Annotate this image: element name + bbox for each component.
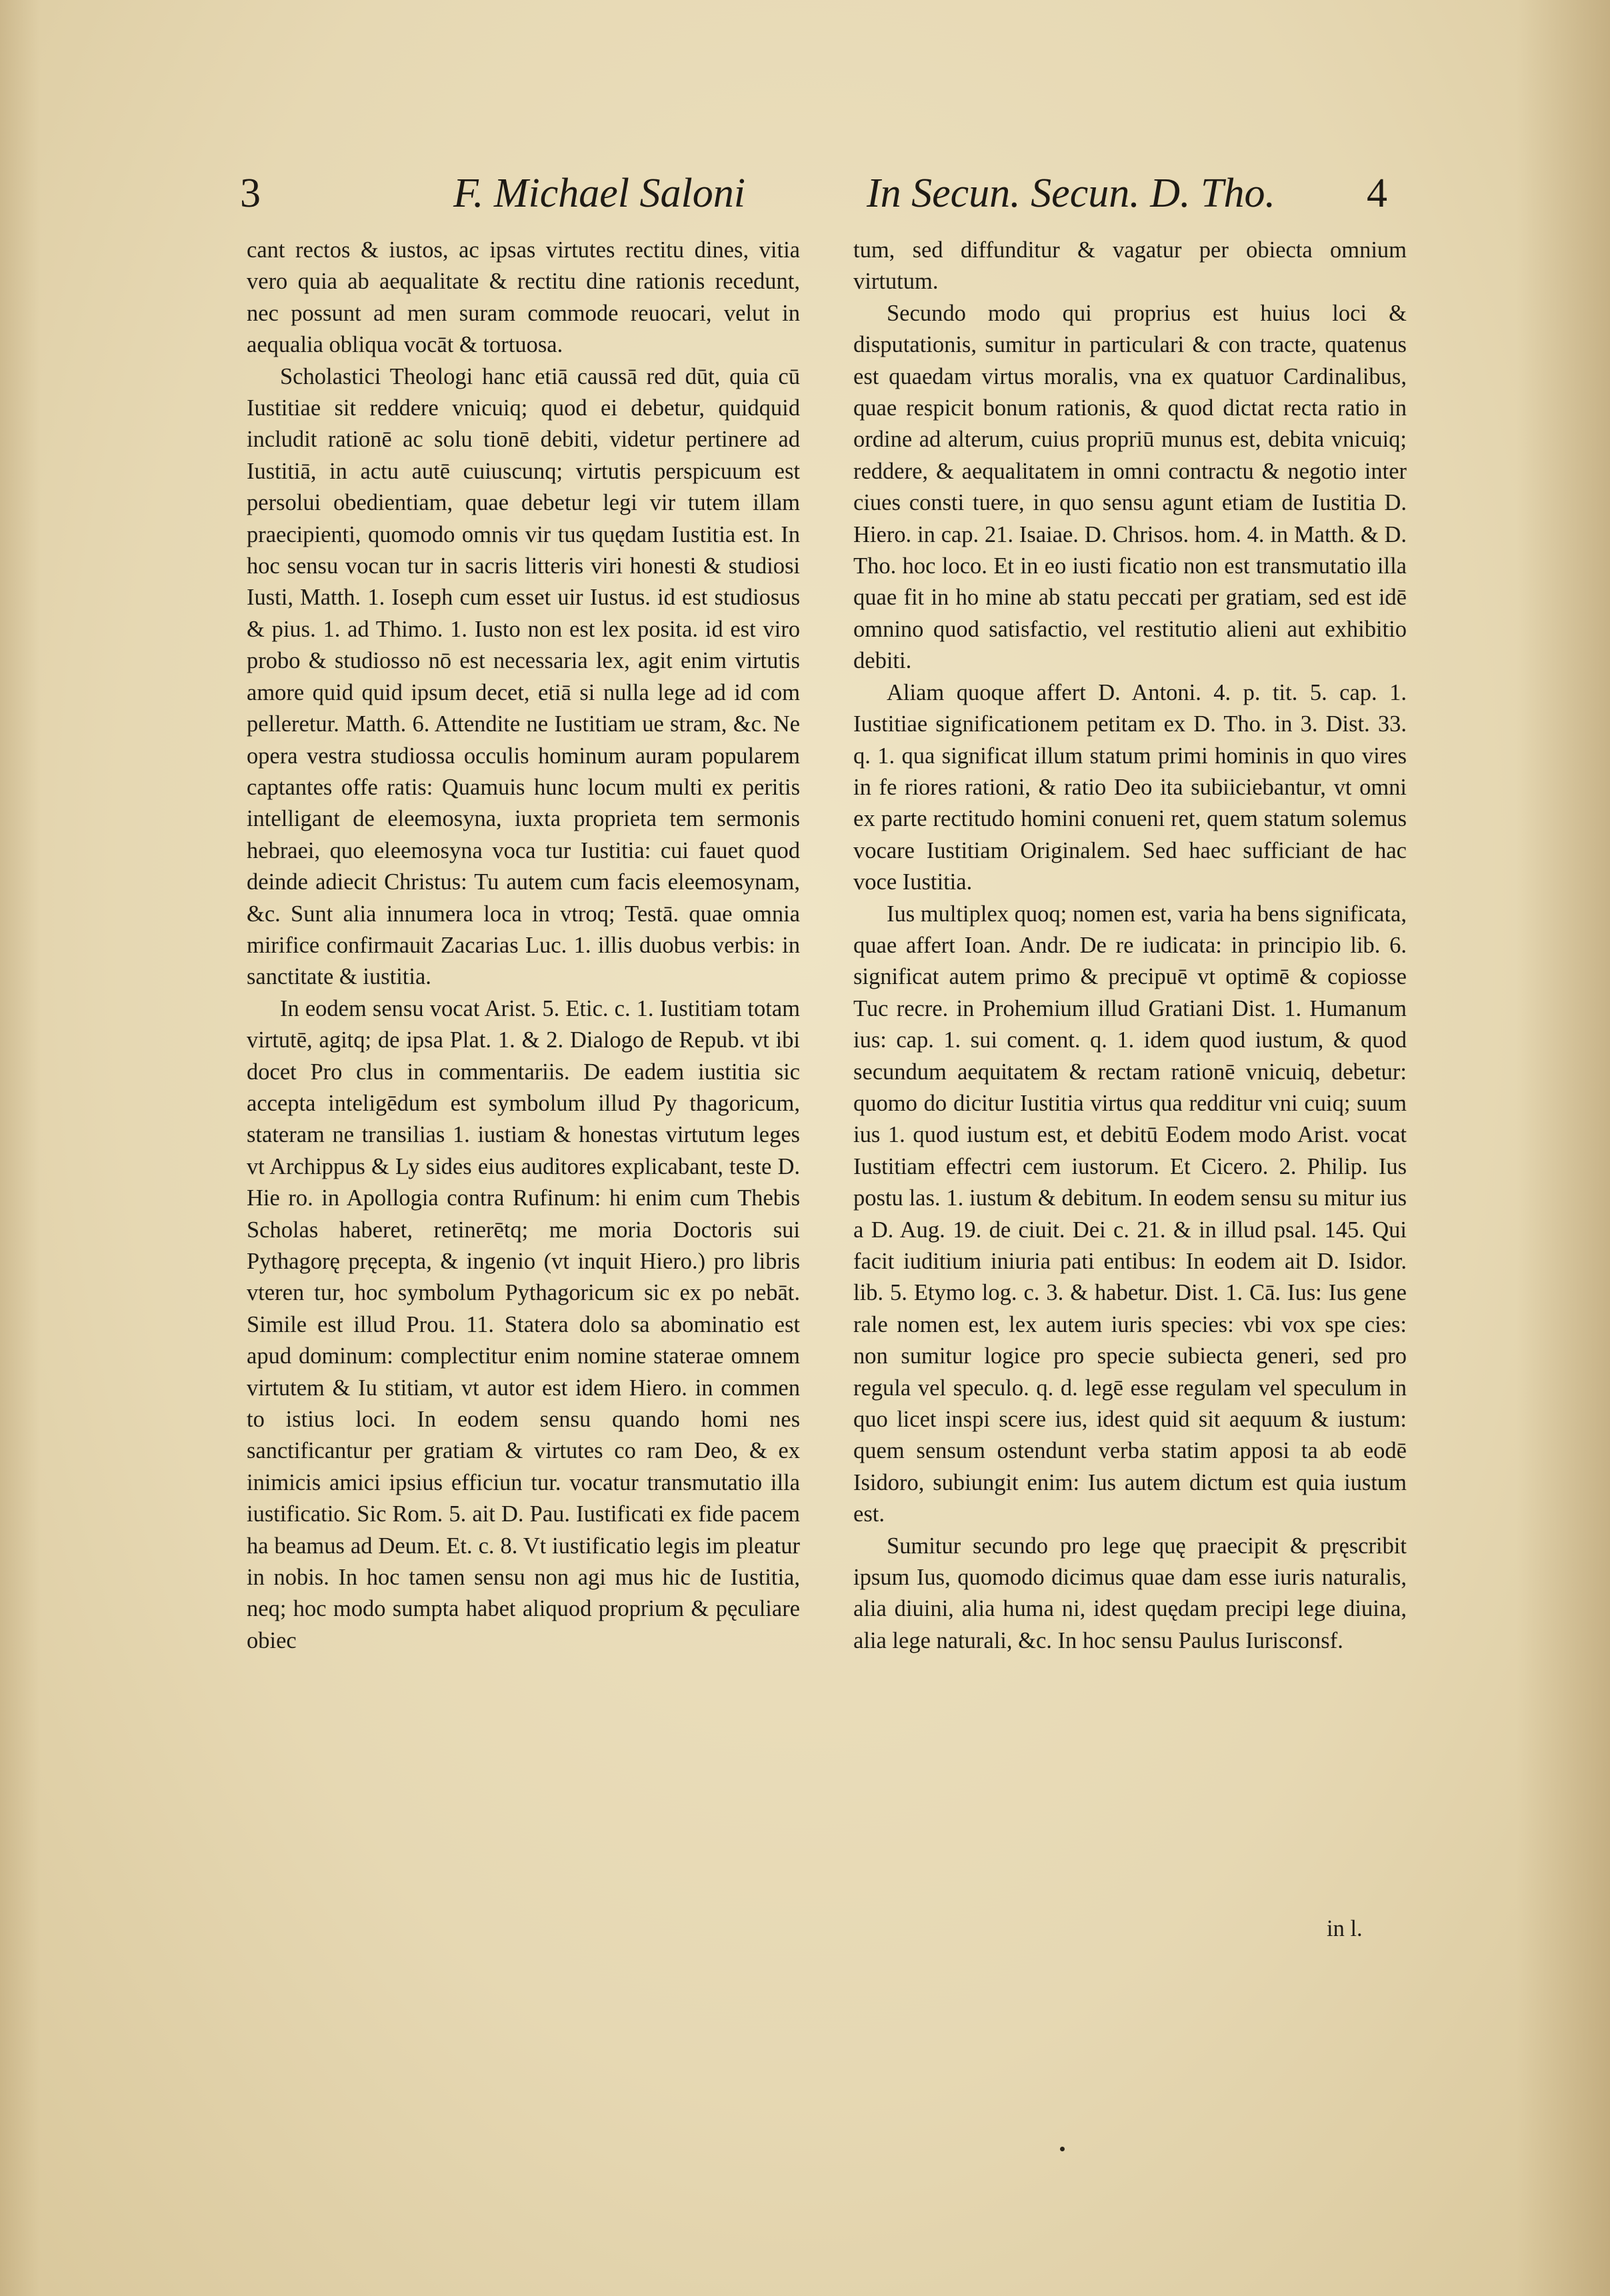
running-header: [240, 167, 1413, 220]
paragraph: Aliam quoque affert D. Antoni. 4. p. tit. 5. cap. 1. Iustitiae significationem petitam ex D. Tho. in 3. Dist. 33. q. 1. qua significat illum statum primi hominis in quo vires in fe riores rationi, & ratio Deo ita subiiciebantur, vt omni ex parte rectitudo homini conueni ret, quem statum solemus vocare Iustitiam Originalem. Sed haec sufficiant de hac voce Iustitia.: [853, 679, 1407, 895]
paragraph: Secundo modo qui proprius est huius loci & disputationis, sumitur in particulari & con tracte, quatenus est quaedam virtus moralis, vna ex quatuor Cardinalibus, quae respicit bonum rationis, & quod dictat recta ratio in ordine ad alterum, cuius propriū munus est, debita vnicuiq; reddere, & aequalitatem in omni contractu & negotio inter ciues consti tuere, in quo sensu agunt etiam de Iustitia D. Hiero. in cap. 21. Isaiae. D. Chrisos. hom. 4. in Matth. & D. Tho. hoc loco. Et in eo iusti ficatio non est transmutatio illa quae fit in ho mine ab statu peccati per gratiam, sed est idē omnino quod satisfactio, vel restitutio alieni aut exhibitio debiti.: [853, 300, 1407, 674]
running-title-left: F. Michael Saloni: [453, 171, 745, 216]
left-text-column: [247, 235, 800, 1657]
page-edge-shadow: [1517, 0, 1610, 2296]
paragraph: In eodem sensu vocat Arist. 5. Etic. c. 1. Iustitiam totam virtutē, agitq; de ipsa Plat. 1. & 2. Dialogo de Repub. vt ibi docet Pro clus in commentariis. De eadem iustitia sic accepta inteligēdum est symbolum illud Py thagoricum, stateram ne transilias 1. iustiam & honestas virtutum leges vt Archippus & Ly sides eius auditores explicabant, teste D. Hie ro. in Apollogia contra Rufinum: hi enim cum Thebis Scholas haberet, retinerētq; me moria Doctoris sui Pythagorę pręcepta, & ingenio (vt inquit Hiero.) pro libris vteren tur, hoc symbolum Pythagoricum sic ex po nebāt. Simile est illud Prou. 11. Statera dolo sa abominatio est apud dominum: complectitur enim nomine staterae omnem virtutem & Iu stitiam, vt autor est idem Hiero. in commen to istius loci. In eodem sensu quando homi nes sanctificantur per gratiam & virtutes co ram Deo, & ex inimicis amici ipsius efficiun tur. vocatur transmutatio illa iustificatio. Sic Rom. 5. ait D. Pau. Iustificati ex fide pacem ha beamus ad Deum. Et. c. 8. Vt iustificatio legis im pleatur in nobis. In hoc tamen sensu non agi mus hic de Iustitia, neq; hoc modo sumpta habet aliquod proprium & pęculiare obiec: [247, 995, 800, 1653]
paragraph: cant rectos & iustos, ac ipsas virtutes rectitu dines, vitia vero quia ab aequalitate & rectitu dine rationis recedunt, nec possunt ad men suram commode reuocari, velut in aequalia obliqua vocāt & tortuosa.: [247, 237, 800, 358]
page-number-left: 3: [240, 171, 261, 216]
ink-dot: [1060, 2147, 1065, 2151]
paragraph: Scholastici Theologi hanc etiā caussā red dūt, quia cū Iustitiae sit reddere vnicuiq; quod ei debetur, quidquid includit rationē ac solu tionē debiti, videtur pertinere ad Iustitiā, in actu autē cuiuscunq; virtutis perspicuum est persolui obedientiam, quae debetur legi vir tutem illam praecipienti, quomodo omnis vir tus quędam Iustitia est. In hoc sensu vocan tur in sacris litteris viri honesti & studiosi Iusti, Matth. 1. Ioseph cum esset uir Iustus. id est studiosus & pius. 1. ad Thimo. 1. Iusto non est lex posita. id est viro probo & studiosso nō est necessaria lex, agit enim virtutis amore quid quid ipsum decet, etiā si nulla lege ad id com pelleretur. Matth. 6. Attendite ne Iustitiam ue stram, &c. Ne opera vestra studiossa occulis hominum auram popularem captantes offe ratis: Quamuis hunc locum multi ex peritis intelligant de eleemosyna, iuxta proprieta tem sermonis hebraei, quo eleemosyna voca tur Iustitia: cui fauet quod deinde adiecit Christus: Tu autem cum facis eleemosynam, &c. Sunt alia innumera loca in vtroq; Testā. quae omnia mirifice confirmauit Zacarias Luc. 1. illis duobus verbis: in sanctitate & iustitia.: [247, 363, 800, 990]
paragraph: Sumitur secundo pro lege quę praecipit & pręscribit ipsum Ius, quomodo dicimus quae dam esse iuris naturalis, alia diuini, alia huma ni, idest quędam precipi lege diuina, alia lege naturali, &c. In hoc sensu Paulus Iurisconsf.: [853, 1533, 1407, 1653]
page-number-right: 4: [1367, 171, 1387, 216]
paragraph: tum, sed diffunditur & vagatur per obiecta omnium virtutum.: [853, 237, 1407, 295]
right-text-column: [853, 235, 1407, 1657]
page-gutter-shadow: [0, 0, 40, 2296]
paragraph: Ius multiplex quoq; nomen est, varia ha bens significata, quae affert Ioan. Andr. De re iudicata: in principio lib. 6. significat autem primo & precipuē vt optimē & copiosse Tuc recre. in Prohemium illud Gratiani Dist. 1. Humanum ius: cap. 1. sui coment. q. 1. idem quod iustum, & quod secundum aequitatem & rectam rationē vnicuiq, debetur: quomo do dicitur Iustitia virtus qua redditur vni cuiq; suum ius 1. quod iustum est, et debitū Eodem modo Arist. vocat Iustitiam effectri cem iustorum. Et Cicero. 2. Philip. Ius postu las. 1. iustum & debitum. In eodem sensu su mitur ius a D. Aug. 19. de ciuit. Dei c. 21. & in illud psal. 145. Qui facit iuditium iniuria pati entibus: In eodem ait D. Isidor. lib. 5. Etymo log. c. 3. & habetur. Dist. 1. Cā. Ius: Ius gene rale nomen est, lex autem iuris species: vbi vox spe cies: non sumitur logice pro specie subiecta generi, sed pro regula vel speculo. q. d. legē esse regulam vel speculum in quo licet inspi scere ius, idest quid sit aequum & iustum: quem sensum ostendunt verba statim apposi ta ab eodē Isidoro, subiungit enim: Ius autem dictum est quia iustum est.: [853, 901, 1407, 1527]
running-title-right: In Secun. Secun. D. Tho.: [867, 171, 1275, 216]
catchword: in l.: [1327, 1916, 1363, 1941]
